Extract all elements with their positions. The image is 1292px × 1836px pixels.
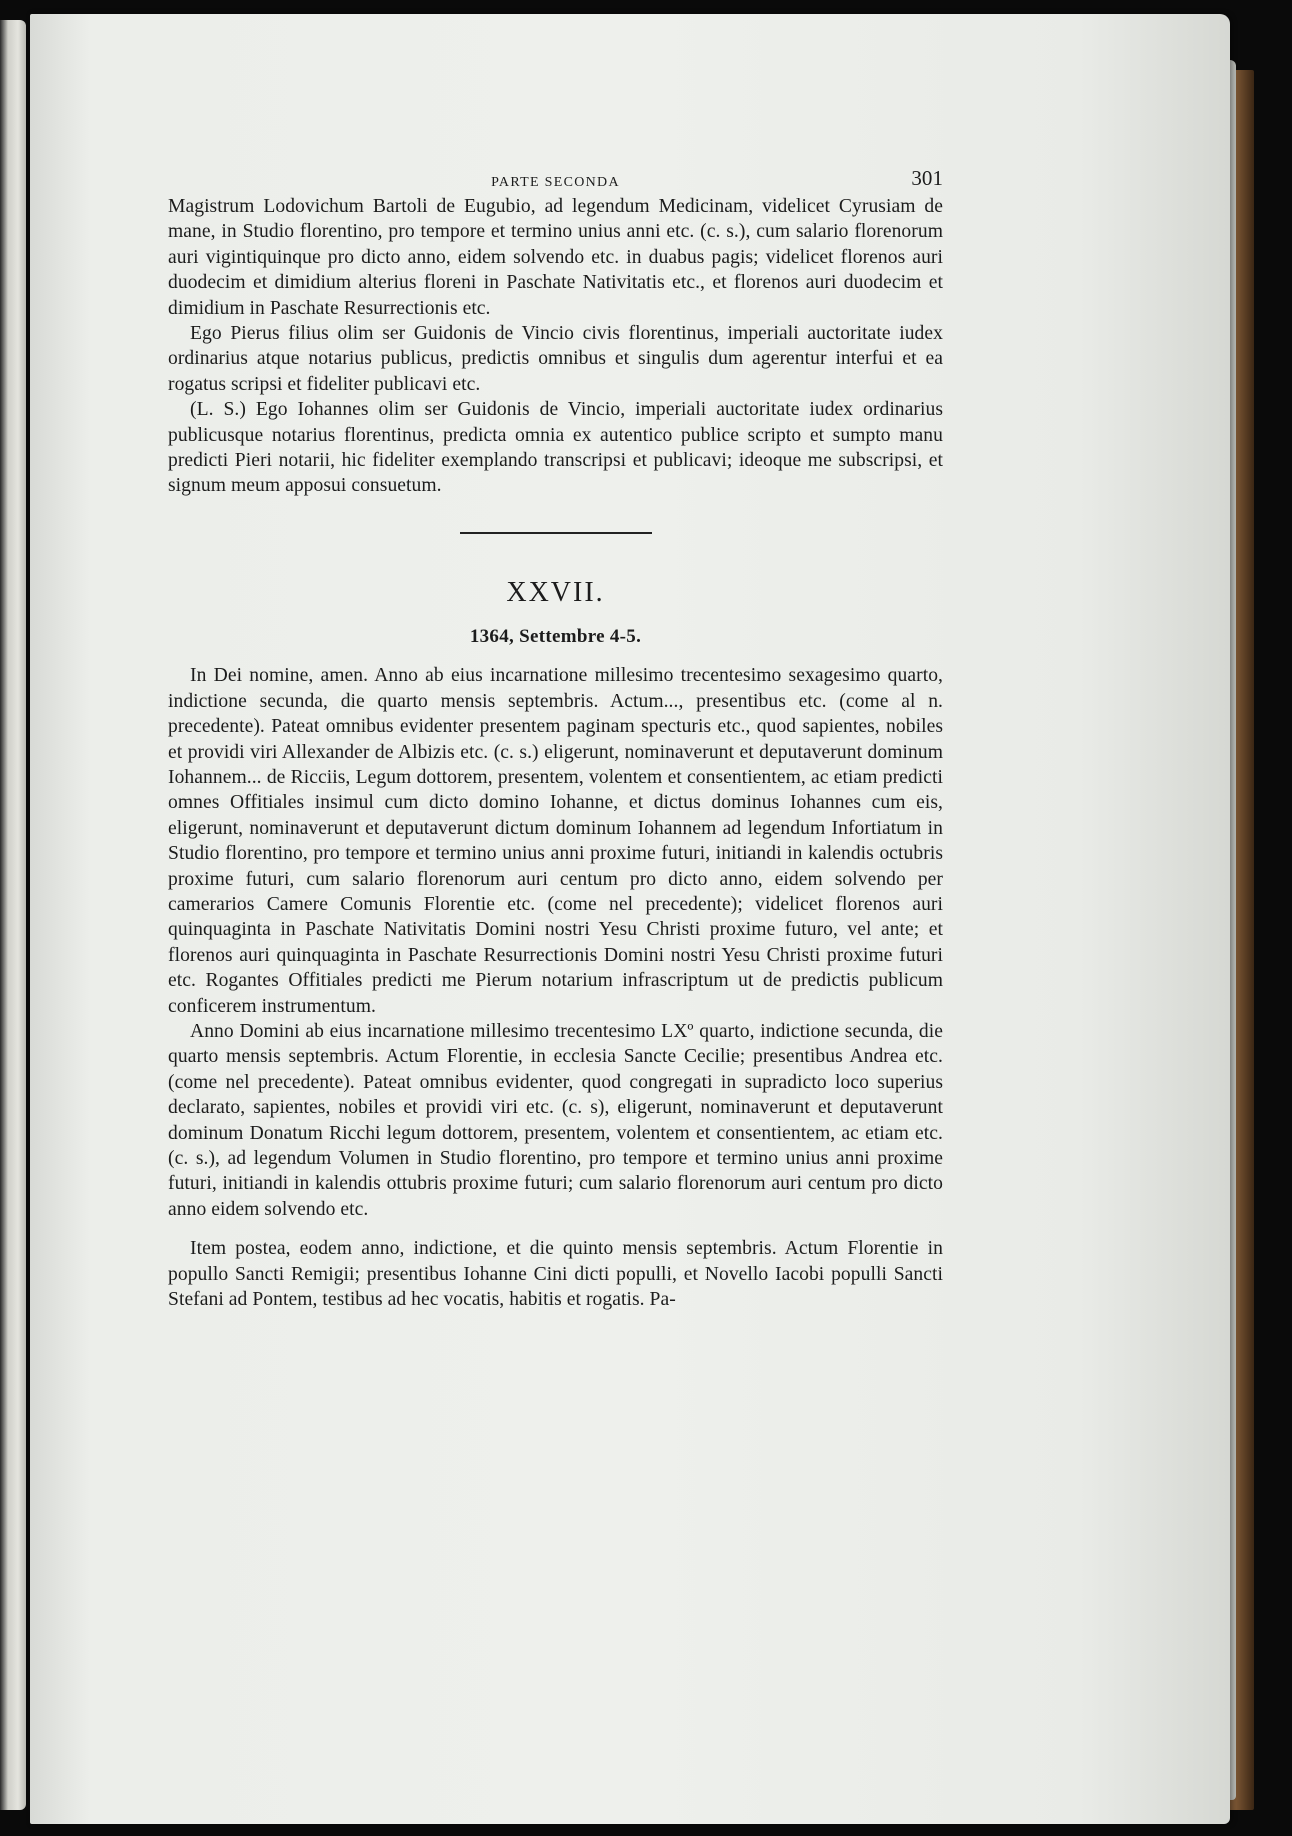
paragraph: Item postea, eodem anno, indictione, et die quinto mensis septembris. Actum Florentie in popullo Sancti Remigii; presentibus Iohanne Cini dicti populli, et Novello Iacobi populli Sancti Stefani ad Pontem, testibus ad hec vocatis, habitis et rogatis. Pa-	[168, 1238, 943, 1311]
section-number: XXVII.	[506, 576, 605, 608]
paragraph: Anno Domini ab eius incarnatione millesimo trecentesimo LXº quarto, indictione secunda, die quarto mensis septembris. Actum Florentie, in ecclesia Sancte Cecilie; presentibus Andrea etc. (come nel precedente). Pateat omnibus evidenter, quod congregati in supradicto loco superius declarato, sapientes, nobiles et providi viri etc. (c. s), eligerunt, nominaverunt et deputaverunt dominum Donatum Ricchi legum dottorem, presentem, volentem et consentientem, ac etiam etc. (c. s.), ad legendum Volumen in Studio florentino, pro tempore et termino unius anni proxime futuri, initiandi in kalendis ottubris proxime futuri; cum salario florenorum auri centum pro dicto anno eidem solvendo etc.	[168, 1020, 943, 1220]
running-header	[168, 166, 943, 194]
page-number: 301	[911, 166, 943, 190]
paragraph-gap	[168, 1222, 943, 1236]
section-divider-rule	[460, 532, 652, 534]
paragraph: (L. S.) Ego Iohannes olim ser Guidonis de Vincio, imperiali auctoritate iudex ordinarius publicusque notarius florentinus, predicta omnia ex autentico publice scripto et sumpto manu predicti Pieri notarii, hic fideliter exemplando transcripsi et publicavi; ideoque me subscripsi, et signum meum apposui consuetum.	[168, 399, 943, 497]
section-date: 1364, Settembre 4-5.	[469, 625, 642, 647]
facing-page-edge	[0, 20, 26, 1810]
paragraph: Magistrum Lodovichum Bartoli de Eugubio, ad legendum Medicinam, videlicet Cyrusiam de mane, in Studio florentino, pro tempore et termino unius anni etc. (c. s.), cum salario florenorum auri vigintiquinque pro dicto anno, eidem solvendo etc. in duabus pagis; videlicet florenos auri duodecim et dimidium alterius floreni in Paschate Nativitatis etc., et florenos auri duodecim et dimidium in Paschate Resurrectionis etc.	[168, 196, 943, 319]
running-title: PARTE SECONDA	[491, 175, 620, 190]
paragraph: In Dei nomine, amen. Anno ab eius incarnatione millesimo trecentesimo sexagesimo quarto, indictione secunda, die quarto mensis septembris. Actum..., presentibus etc. (come al n. precedente). Pateat omnibus evidenter presentem paginam specturis etc., quod sapientes, nobiles et providi viri Allexander de Albizis etc. (c. s.) eligerunt, nominaverunt et deputaverunt dominum Iohannem... de Ricciis, Legum dottorem, presentem, volentem et consentientem, ac etiam predicti omnes Offitiales insimul cum dicto domino Iohanne, et dictus dominus Iohannes cum eis, eligerunt, nominaverunt et deputaverunt dictum dominum Iohannem ad legendum Infortiatum in Studio florentino, pro tempore et termino unius anni proxime futuri, initiandi in kalendis octubris proxime futuri, cum salario florenorum auri centum pro dicto anno, eidem solvendo per camerarios Camere Comunis Florentie etc. (come nel precedente); videlicet florenos auri quinquaginta in Paschate Nativitatis Domini nostri Yesu Christi proxime futuro, vel ante; et florenos auri quinquaginta in Paschate Resurrectionis Domini nostri Yesu Christi proxime futuri etc. Rogantes Offitiales predicti me Pierum notarium infrascriptum ut de predictis publicum conficerem instrumentum.	[168, 665, 943, 1017]
paragraph: Ego Pierus filius olim ser Guidonis de Vincio civis florentinus, imperiali auctoritate iudex ordinarius atque notarius publicus, predictis omnibus et singulis dum agerentur interfui et ea rogatus scripsi et fideliter publicavi etc.	[168, 323, 943, 395]
page-text-block	[168, 166, 943, 1312]
